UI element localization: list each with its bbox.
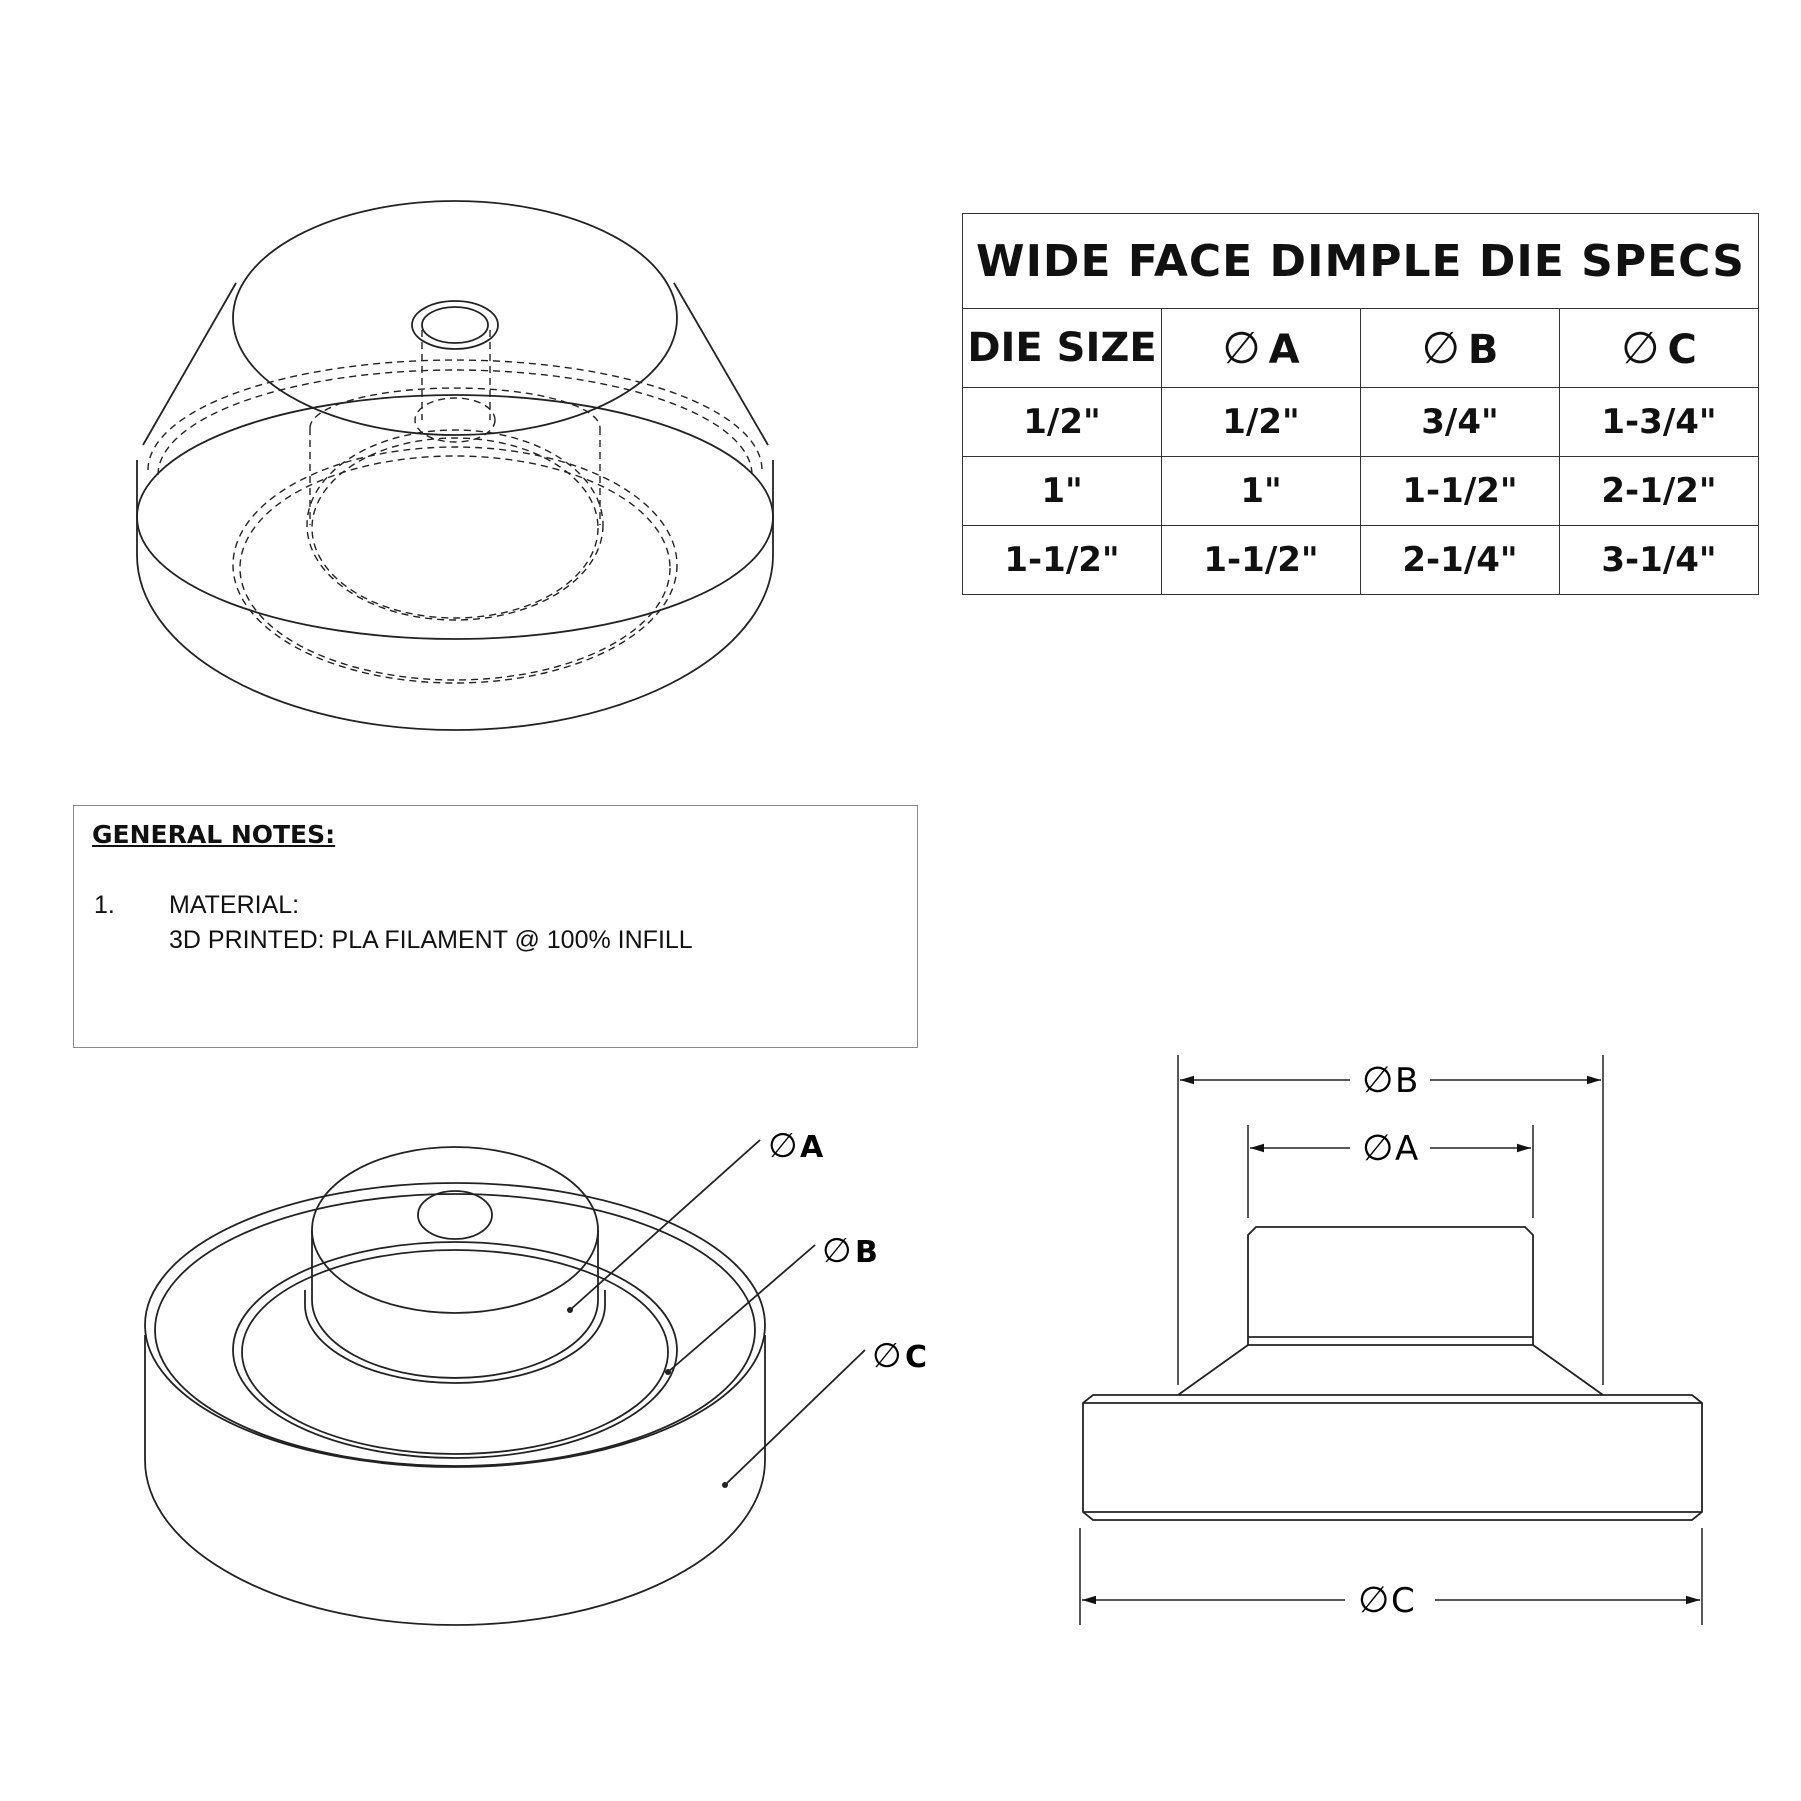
callout-label-c <box>872 1336 927 1376</box>
general-notes-box <box>73 805 918 1048</box>
header-diameter-b: ∅ B <box>1361 309 1560 388</box>
diameter-symbol: ∅ <box>822 1231 852 1271</box>
diameter-symbol: ∅ <box>1621 322 1660 374</box>
diameter-symbol: ∅ <box>1222 322 1261 374</box>
svg-text:C: C <box>1391 1581 1415 1621</box>
diameter-symbol: ∅ <box>768 1126 798 1166</box>
note-material-label: MATERIAL: <box>169 891 300 919</box>
dimension-label-a <box>1362 1128 1418 1169</box>
table-row <box>963 388 1759 457</box>
table-cell: 1-1/2" <box>963 526 1162 595</box>
svg-text:B: B <box>855 1235 878 1270</box>
side-view <box>1083 1227 1702 1520</box>
header-die-size: DIE SIZE <box>963 309 1162 388</box>
note-number: 1. <box>94 891 115 919</box>
table-cell: 1/2" <box>963 388 1162 457</box>
table-cell: 1" <box>1162 457 1361 526</box>
header-diameter-c: ∅ C <box>1560 309 1759 388</box>
table-cell: 1/2" <box>1162 388 1361 457</box>
table-cell: 1-1/2" <box>1361 457 1560 526</box>
table-cell: 1-1/2" <box>1162 526 1361 595</box>
table-header-row <box>963 309 1759 388</box>
diameter-symbol: ∅ <box>1358 1580 1390 1621</box>
callout-label-a <box>768 1126 824 1166</box>
table-title: WIDE FACE DIMPLE DIE SPECS <box>963 214 1759 309</box>
diameter-symbol: ∅ <box>872 1336 902 1376</box>
notes-title: GENERAL NOTES: <box>92 820 336 849</box>
callout-label-b <box>822 1231 878 1271</box>
die-spec-table <box>962 213 1759 595</box>
diameter-symbol: ∅ <box>1362 1128 1394 1169</box>
table-cell: 2-1/4" <box>1361 526 1560 595</box>
dimension-label-c <box>1358 1580 1415 1621</box>
diameter-symbol: ∅ <box>1362 1060 1394 1101</box>
table-cell: 3-1/4" <box>1560 526 1759 595</box>
table-cell: 2-1/2" <box>1560 457 1759 526</box>
svg-text:B: B <box>1395 1061 1419 1101</box>
note-material-value: 3D PRINTED: PLA FILAMENT @ 100% INFILL <box>169 926 693 954</box>
svg-text:A: A <box>800 1130 824 1165</box>
header-diameter-a: ∅ A <box>1162 309 1361 388</box>
table-row <box>963 457 1759 526</box>
dimension-label-b <box>1362 1060 1418 1101</box>
svg-text:A: A <box>1395 1129 1419 1169</box>
isometric-transparent-view <box>137 201 773 730</box>
isometric-callout-view <box>145 1140 865 1625</box>
table-row <box>963 526 1759 595</box>
diameter-symbol: ∅ <box>1421 322 1460 374</box>
table-cell: 1-3/4" <box>1560 388 1759 457</box>
svg-text:C: C <box>905 1340 928 1375</box>
table-cell: 3/4" <box>1361 388 1560 457</box>
table-cell: 1" <box>963 457 1162 526</box>
